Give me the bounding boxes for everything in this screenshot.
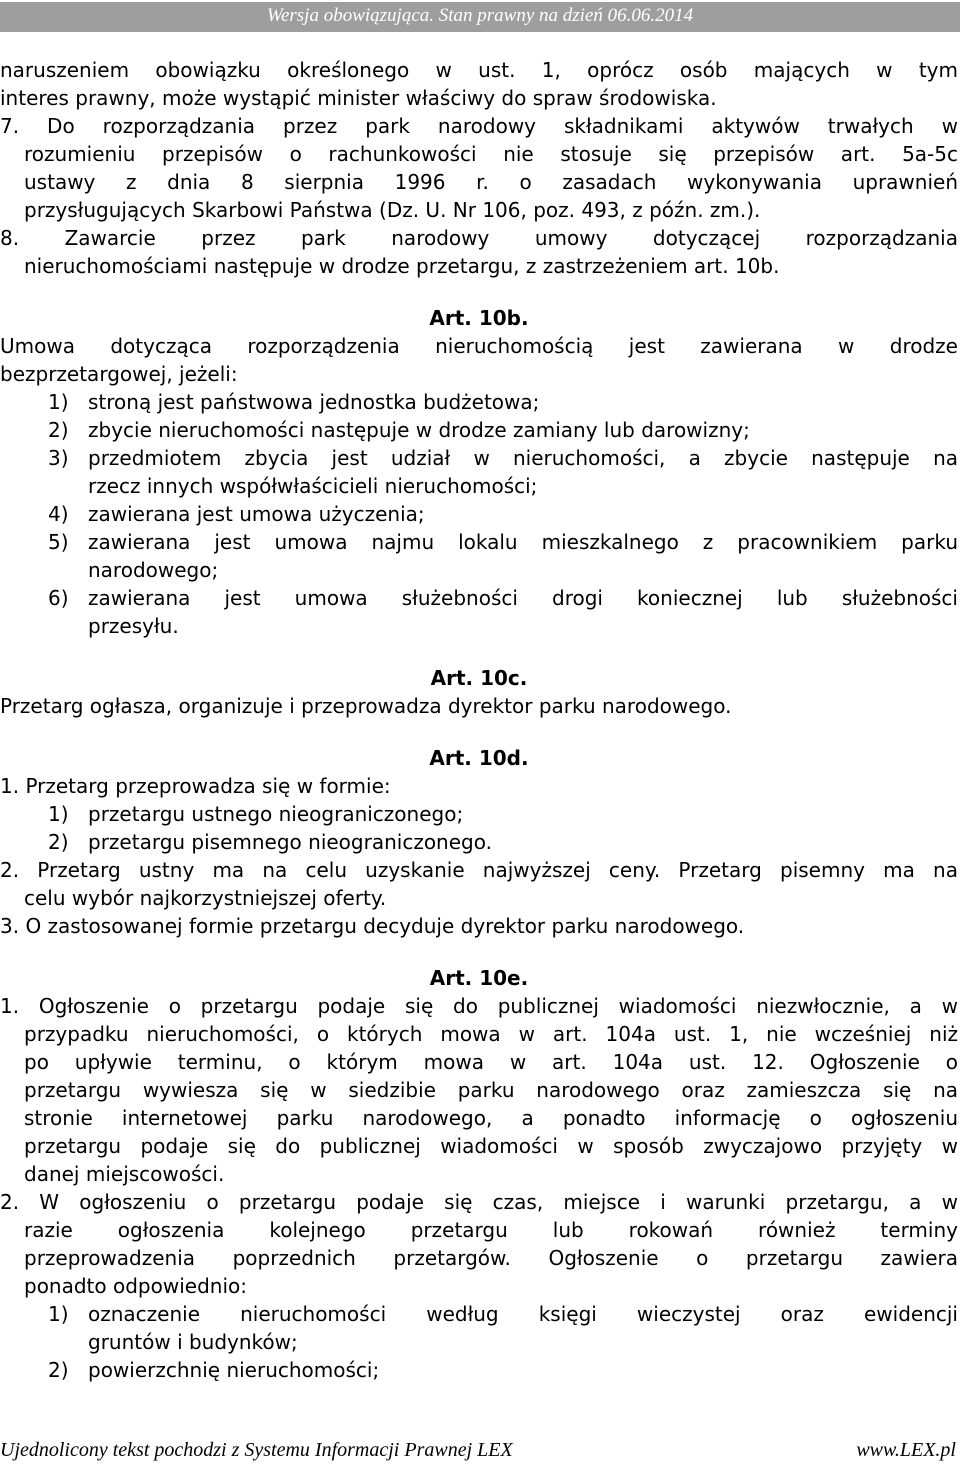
list-number: 4) (48, 502, 69, 526)
footer-source: Ujednolicony tekst pochodzi z Systemu Informacji Prawnej LEX (0, 1439, 513, 1461)
list-item: zawierana jest umowa najmu lokalu mieszkalnego z pracownikiem parku (88, 530, 958, 554)
list-item: powierzchnię nieruchomości; (88, 1358, 380, 1382)
article-heading: Art. 10c. (430, 666, 528, 690)
footer-link[interactable]: www.LEX.pl (856, 1439, 956, 1461)
paragraph-line: 8. Zawarcie przez park narodowy umowy dotyczącej rozporządzania (0, 226, 958, 250)
list-number: 2) (48, 418, 69, 442)
list-number: 1) (48, 802, 69, 826)
list-item: stroną jest państwowa jednostka budżetowa; (88, 390, 540, 414)
paragraph-line: rozumieniu przepisów o rachunkowości nie stosuje się przepisów art. 5a-5c (24, 142, 958, 166)
list-number: 1) (48, 390, 69, 414)
paragraph-line: ponadto odpowiednio: (24, 1274, 247, 1298)
article-heading: Art. 10b. (429, 306, 529, 330)
paragraph-line: stronie internetowej parku narodowego, a ponadto informację o ogłoszeniu (24, 1106, 958, 1130)
paragraph-line: naruszeniem obowiązku określonego w ust. 1, oprócz osób mających w tym (0, 58, 958, 82)
article-heading: Art. 10e. (429, 966, 529, 990)
list-number: 3) (48, 446, 69, 470)
list-item: rzecz innych współwłaścicieli nieruchomości; (88, 474, 538, 498)
list-number: 2) (48, 830, 69, 854)
paragraph-line: 3. O zastosowanej formie przetargu decyduje dyrektor parku narodowego. (0, 914, 745, 938)
page-footer (0, 1434, 960, 1466)
list-number: 5) (48, 530, 69, 554)
paragraph-line: 2. Przetarg ustny ma na celu uzyskanie najwyższej ceny. Przetarg pisemny ma na (0, 858, 958, 882)
list-number: 2) (48, 1358, 69, 1382)
list-item: przetargu ustnego nieograniczonego; (88, 802, 464, 826)
paragraph-line: przeprowadzenia poprzednich przetargów. Ogłoszenie o przetargu zawiera (24, 1246, 958, 1270)
list-item: oznaczenie nieruchomości według księgi wieczystej oraz ewidencji (88, 1302, 958, 1326)
paragraph-line: 1. Przetarg przeprowadza się w formie: (0, 774, 391, 798)
list-item: narodowego; (88, 558, 219, 582)
list-item: zawierana jest umowa użyczenia; (88, 502, 425, 526)
paragraph-line: przetargu wywiesza się w siedzibie parku narodowego oraz zamieszcza się na (24, 1078, 958, 1102)
paragraph-line: Umowa dotycząca rozporządzenia nieruchomością jest zawierana w drodze (0, 334, 958, 358)
paragraph-line: razie ogłoszenia kolejnego przetargu lub rokowań również terminy (24, 1218, 958, 1242)
paragraph-line: po upływie terminu, o którym mowa w art. 104a ust. 12. Ogłoszenie o (24, 1050, 958, 1074)
paragraph-line: 7. Do rozporządzania przez park narodowy składnikami aktywów trwałych w (0, 114, 958, 138)
paragraph-line: przetargu podaje się do publicznej wiadomości w sposób zwyczajowo przyjęty w (24, 1134, 958, 1158)
paragraph-line: ustawy z dnia 8 sierpnia 1996 r. o zasadach wykonywania uprawnień (24, 170, 958, 194)
page-header: Wersja obowiązująca. Stan prawny na dzień 06.06.2014 (0, 2, 960, 32)
paragraph-line: Przetarg ogłasza, organizuje i przeprowadza dyrektor parku narodowego. (0, 694, 732, 718)
paragraph-line: 1. Ogłoszenie o przetargu podaje się do publicznej wiadomości niezwłocznie, a w (0, 994, 958, 1018)
list-item: przedmiotem zbycia jest udział w nieruchomości, a zbycie następuje na (88, 446, 958, 470)
paragraph-line: danej miejscowości. (24, 1162, 225, 1186)
list-item: zbycie nieruchomości następuje w drodze zamiany lub darowizny; (88, 418, 750, 442)
paragraph-line: przypadku nieruchomości, o których mowa w art. 104a ust. 1, nie wcześniej niż (24, 1022, 958, 1046)
paragraph-line: 2. W ogłoszeniu o przetargu podaje się czas, miejsce i warunki przetargu, a w (0, 1190, 958, 1214)
list-number: 1) (48, 1302, 69, 1326)
article-heading: Art. 10d. (429, 746, 529, 770)
paragraph-line: przysługujących Skarbowi Państwa (Dz. U. Nr 106, poz. 493, z późn. zm.). (24, 198, 761, 222)
paragraph-line: bezprzetargowej, jeżeli: (0, 362, 238, 386)
list-item: przesyłu. (88, 614, 179, 638)
list-item: przetargu pisemnego nieograniczonego. (88, 830, 492, 854)
paragraph-line: celu wybór najkorzystniejszej oferty. (24, 886, 387, 910)
paragraph-line: interes prawny, może wystąpić minister właściwy do spraw środowiska. (0, 86, 717, 110)
paragraph-line: nieruchomościami następuje w drodze przetargu, z zastrzeżeniem art. 10b. (24, 254, 780, 278)
list-number: 6) (48, 586, 69, 610)
list-item: zawierana jest umowa służebności drogi koniecznej lub służebności (88, 586, 958, 610)
list-item: gruntów i budynków; (88, 1330, 298, 1354)
